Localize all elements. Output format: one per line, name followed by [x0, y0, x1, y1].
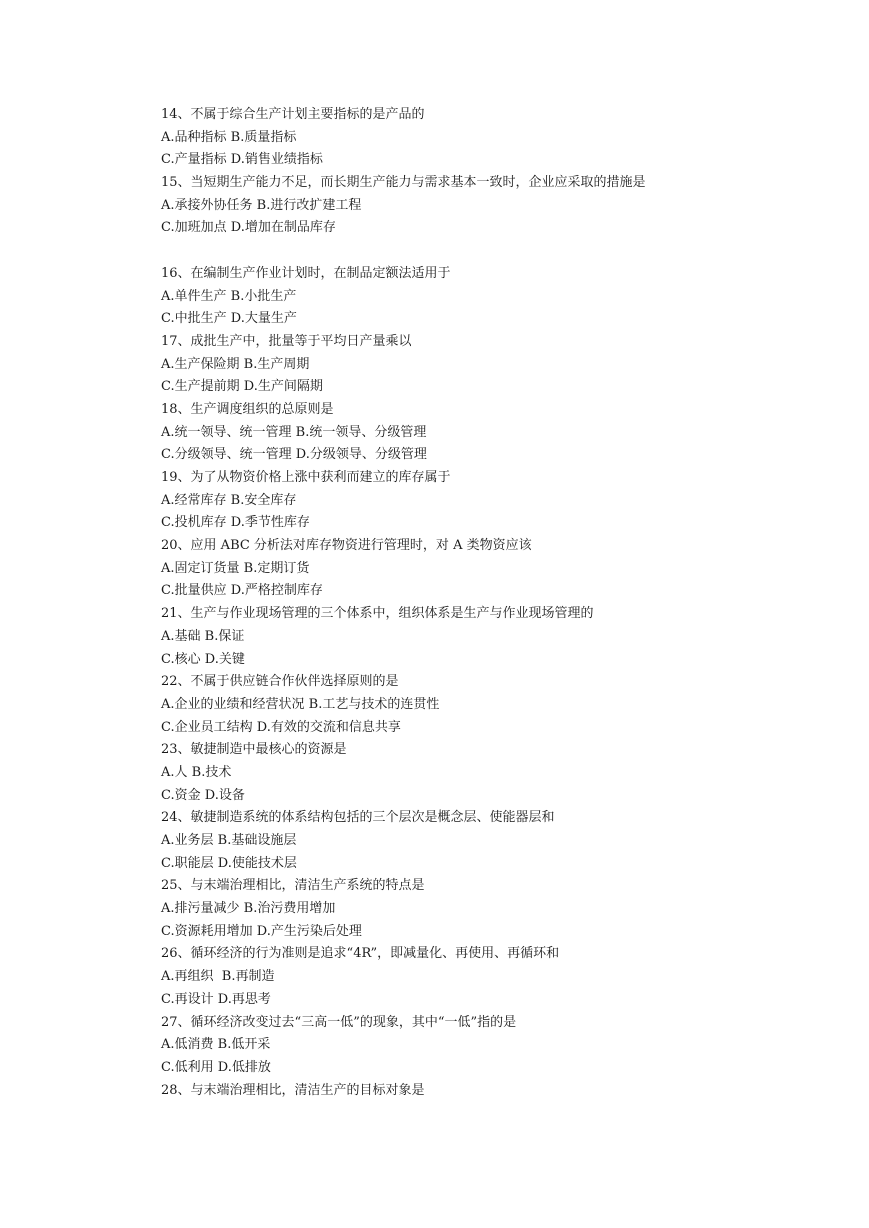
- question-28: 28、与末端治理相比，清洁生产的目标对象是: [161, 1082, 425, 1098]
- question-19-options-cd: C.投机库存 D.季节性库存: [161, 515, 310, 531]
- question-24-options-cd: C.职能层 D.使能技术层: [161, 855, 297, 871]
- question-24: 24、敏捷制造系统的体系结构包括的三个层次是概念层、使能器层和: [161, 810, 555, 826]
- question-16-options-cd: C.中批生产 D.大量生产: [161, 311, 297, 327]
- question-17: 17、成批生产中，批量等于平均日产量乘以: [161, 333, 412, 349]
- question-23: 23、敏捷制造中最核心的资源是: [161, 742, 347, 758]
- question-15: 15、当短期生产能力不足，而长期生产能力与需求基本一致时，企业应采取的措施是: [161, 175, 646, 191]
- question-21: 21、生产与作业现场管理的三个体系中，组织体系是生产与作业现场管理的: [161, 606, 594, 622]
- question-26-options-cd: C.再设计 D.再思考: [161, 991, 271, 1007]
- blank-line: [161, 240, 801, 263]
- question-25: 25、与末端治理相比，清洁生产系统的特点是: [161, 878, 425, 894]
- question-14: 14、不属于综合生产计划主要指标的是产品的: [161, 107, 425, 122]
- question-20-options-ab: A.固定订货量 B.定期订货: [161, 560, 310, 576]
- question-25-options-cd: C.资源耗用增加 D.产生污染后处理: [161, 923, 362, 939]
- question-15-options-ab: A.承接外协任务 B.进行改扩建工程: [161, 197, 362, 213]
- question-25-options-ab: A.排污量减少 B.治污费用增加: [161, 901, 336, 917]
- question-21-options-ab: A.基础 B.保证: [161, 628, 245, 644]
- question-26-options-ab: A.再组织 B.再制造: [161, 969, 275, 985]
- question-15-options-cd: C.加班加点 D.增加在制品库存: [161, 220, 336, 236]
- question-18-options-ab: A.统一领导、统一管理 B.统一领导、分级管理: [161, 424, 427, 440]
- question-23-options-cd: C.资金 D.设备: [161, 787, 245, 803]
- question-23-options-ab: A.人 B.技术: [161, 764, 232, 780]
- question-22-options-ab: A.企业的业绩和经营状况 B.工艺与技术的连贯性: [161, 696, 440, 712]
- question-21-options-cd: C.核心 D.关键: [161, 651, 245, 667]
- question-19-options-ab: A.经常库存 B.安全库存: [161, 492, 297, 508]
- question-27: 27、循环经济改变过去“三高一低”的现象，其中“一低”指的是: [161, 1014, 517, 1030]
- question-24-options-ab: A.业务层 B.基础设施层: [161, 833, 297, 848]
- question-22-options-cd: C.企业员工结构 D.有效的交流和信息共享: [161, 719, 401, 735]
- question-26: 26、循环经济的行为准则是追求“4R”，即减量化、再使用、再循环和: [161, 946, 560, 962]
- question-20: 20、应用 ABC 分析法对库存物资进行管理时，对 A 类物资应该: [161, 538, 532, 554]
- question-14-options-cd: C.产量指标 D.销售业绩指标: [161, 152, 323, 168]
- question-14-options-ab: A.品种指标 B.质量指标: [161, 129, 297, 145]
- question-20-options-cd: C.批量供应 D.严格控制库存: [161, 583, 323, 599]
- question-16-options-ab: A.单件生产 B.小批生产: [161, 288, 297, 304]
- question-18-options-cd: C.分级领导、统一管理 D.分级领导、分级管理: [161, 447, 427, 463]
- question-17-options-ab: A.生产保险期 B.生产周期: [161, 356, 310, 372]
- question-17-options-cd: C.生产提前期 D.生产间隔期: [161, 379, 323, 395]
- question-18: 18、生产调度组织的总原则是: [161, 401, 334, 417]
- question-16: 16、在编制生产作业计划时，在制品定额法适用于: [161, 265, 451, 281]
- document-page: [161, 104, 801, 1102]
- question-27-options-cd: C.低利用 D.低排放: [161, 1059, 271, 1075]
- question-19: 19、为了从物资价格上涨中获利而建立的库存属于: [161, 470, 451, 485]
- question-27-options-ab: A.低消费 B.低开采: [161, 1037, 271, 1053]
- question-22: 22、不属于供应链合作伙伴选择原则的是: [161, 674, 399, 690]
